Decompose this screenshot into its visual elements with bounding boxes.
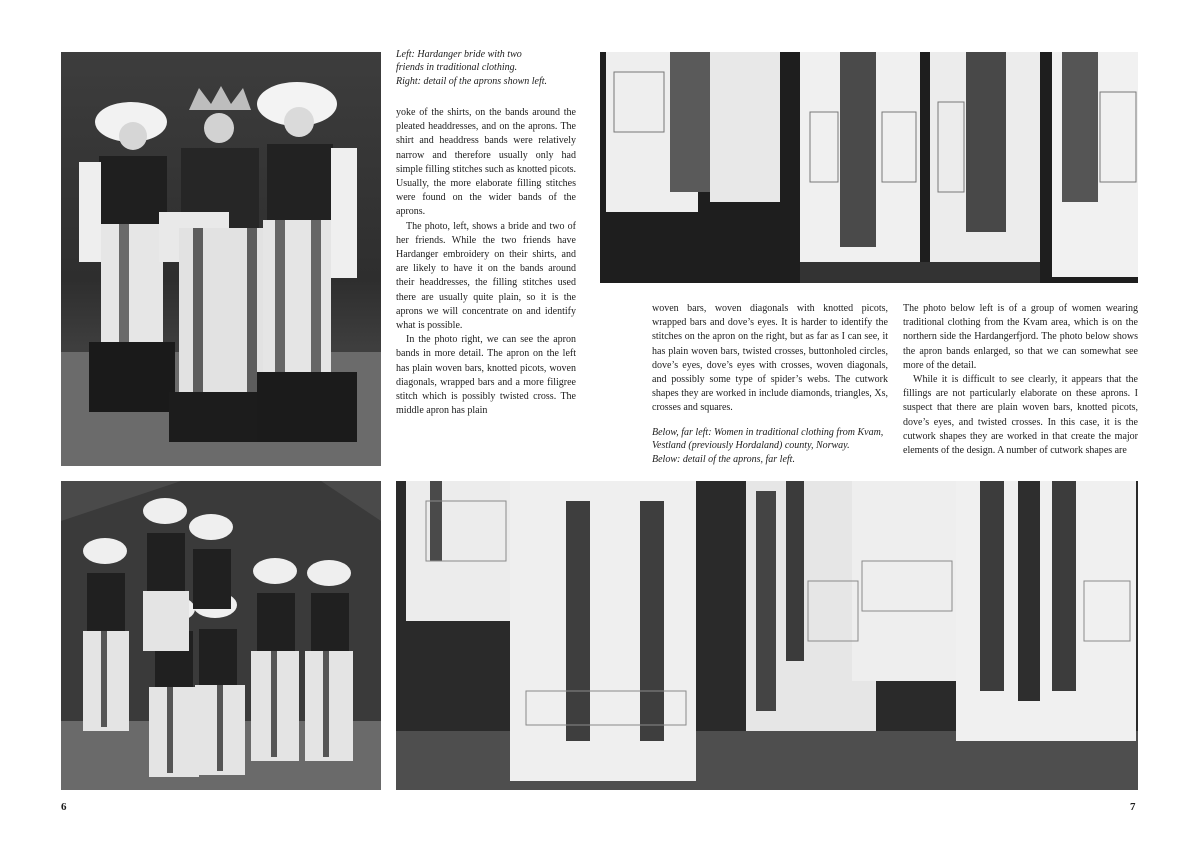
- caption-line: friends in traditional clothing.: [396, 62, 518, 74]
- apron-detail-photo: [600, 52, 1138, 283]
- kvam-apron-detail-photo: [396, 481, 1138, 790]
- caption-line: Below: detail of the aprons, far left.: [652, 453, 795, 465]
- paragraph: woven bars, woven diagonals with knotted picots, wrapped bars and dove’s eyes. It is harder to identify the stitches on the apron on the right, but as far as I can see, it has plain woven bars, twisted crosses, buttonholed circles, dove’s eyes, dove’s eyes with crosses, woven diagonals, and possibly some type of spider’s webs. The cutwork shapes they are worked in include diamonds, triangles, Xs, crosses and squares.: [652, 303, 888, 414]
- caption-line: Vestland (previously Hordaland) county, Norway.: [652, 440, 850, 452]
- body-column-middle: [652, 302, 888, 416]
- caption-bride-photos: [396, 48, 566, 88]
- paragraph: In the photo right, we can see the apron bands in more detail. The apron on the left has plain woven bars, knotted picots, woven diagonals, wrapped bars and a more filigree stitch which is possibly twisted cross. The middle apron has plain: [396, 334, 576, 417]
- caption-line: Below, far left: Women in traditional clothing from Kvam,: [652, 427, 884, 438]
- bride-photo: [61, 52, 381, 466]
- page-number-left: 6: [61, 801, 67, 813]
- page-number-right: 7: [1130, 801, 1136, 813]
- caption-line: Right: detail of the aprons shown left.: [396, 75, 548, 87]
- body-column-left: [396, 106, 576, 418]
- body-column-right: [903, 302, 1138, 458]
- paragraph: The photo, left, shows a bride and two of her friends. While the two friends have Hardanger embroidery on their shirts, and are likely to have it on the bands around their headdresses, the filling stitches used there are usually quite plain, so it is the aprons we will concentrate on and identify what is possible.: [396, 220, 576, 332]
- paragraph: yoke of the shirts, on the bands around the pleated headdresses, and on the aprons. The shirt and headdress bands were relatively narrow and therefore usually only had simple filling stitches such as knotted picots. Usually, the more elaborate filling stitches were found on the wider bands of the aprons.: [396, 107, 576, 218]
- paragraph: While it is difficult to see clearly, it appears that the fillings are not particularly elaborate on these aprons. I suspect that there are plain woven bars, knotted picots, dove’s eyes, and twisted crosses. In this case, it is the cutwork shapes they are worked in that create the major elements of the design. A number of cutwork shapes are: [903, 374, 1138, 457]
- paragraph: The photo below left is of a group of women wearing traditional clothing from the Kvam area, which is on the northern side the Hardangerfjord. The photo below shows the apron bands enlarged, so that we can somewhat see more of the detail.: [903, 303, 1138, 371]
- kvam-women-group-photo: [61, 481, 381, 790]
- caption-kvam-photos: [652, 426, 888, 466]
- caption-line: Left: Hardanger bride with two: [396, 49, 522, 60]
